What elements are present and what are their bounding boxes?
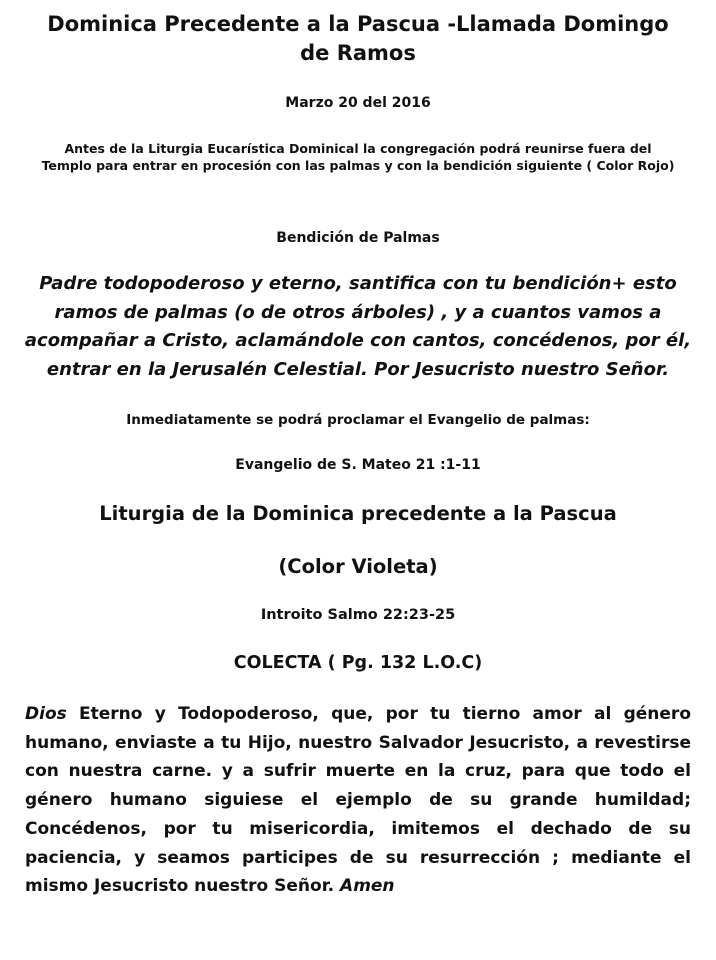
- document-title: Dominica Precedente a la Pascua -Llamada Domingo de Ramos: [47, 12, 669, 65]
- liturgy-heading: Liturgia de la Dominica precedente a la Pascua: [99, 502, 617, 525]
- introit-reference: Introito Salmo 22:23-25: [260, 607, 456, 623]
- collect-first-word: Dios: [25, 704, 67, 724]
- palm-blessing-prayer: Padre todopoderoso y eterno, santifica con tu bendición+ esto ramos de palmas (o de otros árboles) , y a cuantos vamos a acompañar a Cristo, aclamándole con cantos, concédenos, por él, entrar en la Jerusalén Celestial. Por Jesucristo nuestro Señor.: [24, 273, 692, 380]
- collect-body: Eterno y Todopoderoso, que, por tu tierno amor al género humano, enviaste a tu Hijo, nuestro Salvador Jesucristo, a revestirse con nuestra carne. y a sufrir muerte en la cruz, para que todo el género humano siguiese el ejemplo de su grande humildad; Concédenos, por tu misericordia, imitemos el dechado de su paciencia, y seamos participes de su resurrección ; mediante el mismo Jesucristo nuestro Señor.: [25, 704, 691, 897]
- liturgical-color: (Color Violeta): [278, 555, 438, 578]
- intro-paragraph: Antes de la Liturgia Eucarística Dominical la congregación podrá reunirse fuera del Templo para entrar en procesión con las palmas y con la bendición siguiente ( Color Rojo): [41, 141, 675, 173]
- collect-prayer: [25, 700, 691, 901]
- gospel-reference: Evangelio de S. Mateo 21 :1-11: [235, 457, 481, 473]
- collect-heading: COLECTA ( Pg. 132 L.O.C): [233, 653, 483, 673]
- gospel-instruction: Inmediatamente se podrá proclamar el Evangelio de palmas:: [126, 412, 590, 428]
- date-line: Marzo 20 del 2016: [285, 95, 431, 111]
- bendicion-heading: Bendición de Palmas: [276, 230, 440, 246]
- collect-amen: Amen: [340, 876, 395, 897]
